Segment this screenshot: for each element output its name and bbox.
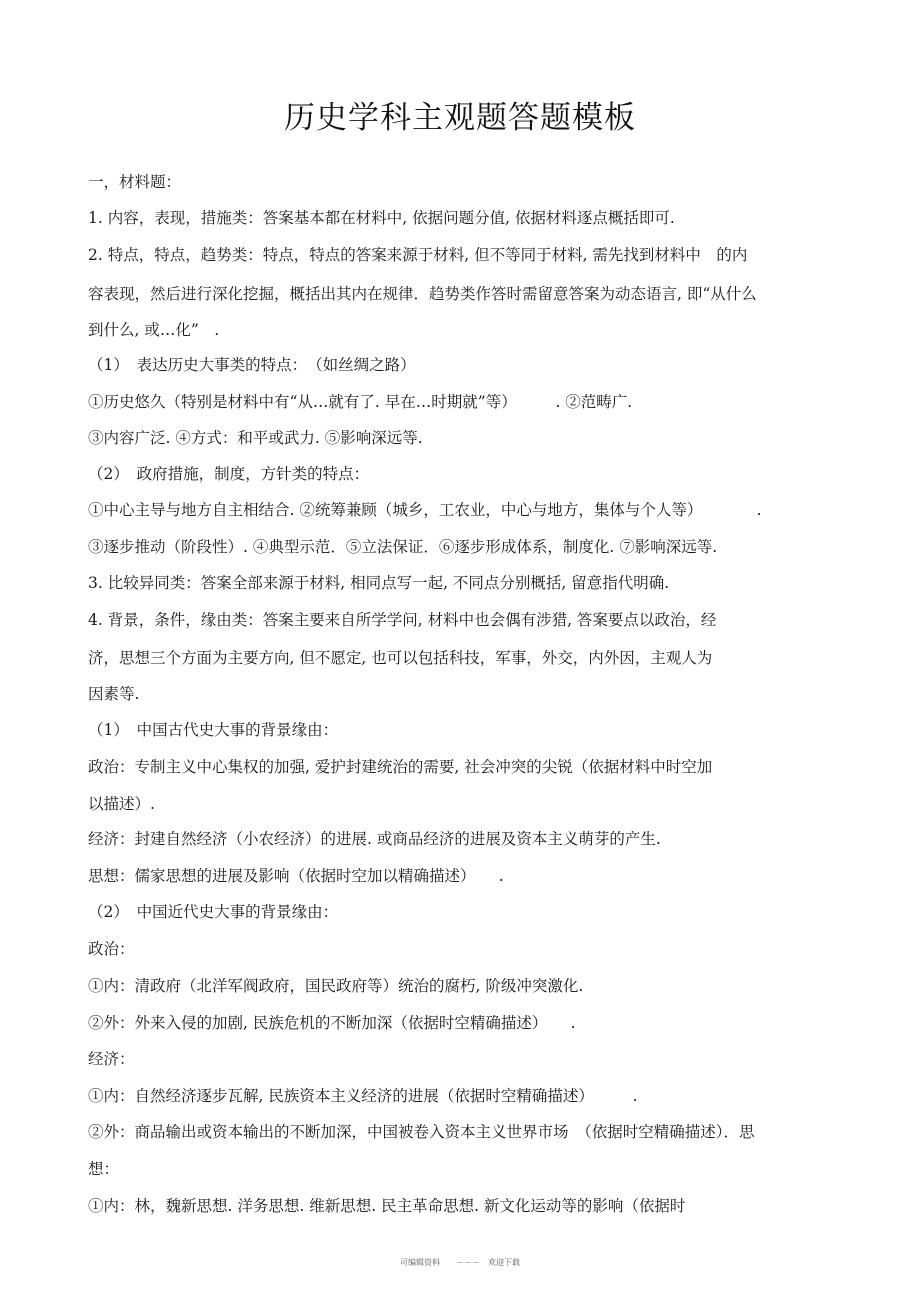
text-line: 一，材料题： (88, 173, 182, 191)
page-footer: 可编辑资料 －－－ 欢迎下载 (400, 1258, 520, 1267)
text-line: 到什么, 或…化” . (88, 321, 220, 339)
text-line: ①内：自然经济逐步瓦解, 民族资本主义经济的进展（依据时空精确描述） . (88, 1087, 638, 1105)
text-line: 因素等. (88, 685, 140, 703)
text-line: ①中心主导与地方自主相结合. ②统筹兼顾（城乡，工农业，中心与地方，集体与个人等） . (88, 501, 762, 519)
text-line: ③逐步推动（阶段性）. ④典型示范．⑤立法保证．⑥逐步形成体系，制度化. ⑦影响深远等. (88, 538, 718, 556)
text-line: （2） 政府措施，制度，方针类的特点： (88, 465, 370, 483)
text-line: 1. 内容，表现，措施类：答案基本都在材料中, 依据问题分值, 依据材料逐点概括即可. (88, 209, 675, 227)
text-line: 政治： (88, 940, 135, 958)
text-line: ①历史悠久（特别是材料中有“从…就有了. 早在…时期就”等） . ②范畴广. (88, 393, 633, 411)
text-line: ③内容广泛. ④方式：和平或武力. ⑤影响深远等. (88, 429, 423, 447)
text-line: 济，思想三个方面为主要方向, 但不愿定, 也可以包括科技，军事，外交，内外因，主观人为 (88, 649, 713, 667)
text-line: ①内：林，魏新思想. 洋务思想. 维新思想. 民主革命思想. 新文化运动等的影响（依据时 (88, 1197, 686, 1215)
text-line: 4. 背景，条件，缘由类：答案主要来自所学学问, 材料中也会偶有涉猎, 答案要点以政治，经 (88, 611, 717, 629)
text-line: 思想：儒家思想的进展及影响（依据时空加以精确描述） . (88, 867, 504, 885)
text-line: ②外：商品输出或资本输出的不断加深，中国被卷入资本主义世界市场 （依据时空精确描述）．思 (88, 1123, 755, 1141)
text-line: 经济：封建自然经济（小农经济）的进展. 或商品经济的进展及资本主义萌芽的产生. (88, 830, 661, 848)
text-line: 想： (88, 1160, 120, 1178)
text-line: ①内：清政府（北洋军阀政府，国民政府等）统治的腐朽, 阶级冲突激化. (88, 977, 584, 995)
text-line: ②外：外来入侵的加剧, 民族危机的不断加深（依据时空精确描述） . (88, 1014, 576, 1032)
document-title: 历史学科主观题答题模板 (284, 100, 636, 136)
text-line: （2） 中国近代史大事的背景缘由： (88, 903, 339, 921)
text-line: （1） 中国古代史大事的背景缘由： (88, 721, 339, 739)
text-line: 以描述）. (88, 795, 155, 813)
text-line: 3. 比较异同类：答案全部来源于材料, 相同点写一起, 不同点分别概括, 留意指代明确. (88, 574, 670, 592)
text-line: 2. 特点，特点，趋势类：特点，特点的答案来源于材料, 但不等同于材料, 需先找到材料中 的内 (88, 246, 748, 264)
text-line: 经济： (88, 1050, 135, 1068)
text-line: 政治：专制主义中心集权的加强, 爱护封建统治的需要, 社会冲突的尖锐（依据材料中时空加 (88, 758, 713, 776)
text-line: （1） 表达历史大事类的特点： （如丝绸之路） (88, 356, 416, 374)
text-line: 容表现，然后进行深化挖掘，概括出其内在规律．趋势类作答时需留意答案为动态语言, 即“从什么 (88, 285, 757, 303)
